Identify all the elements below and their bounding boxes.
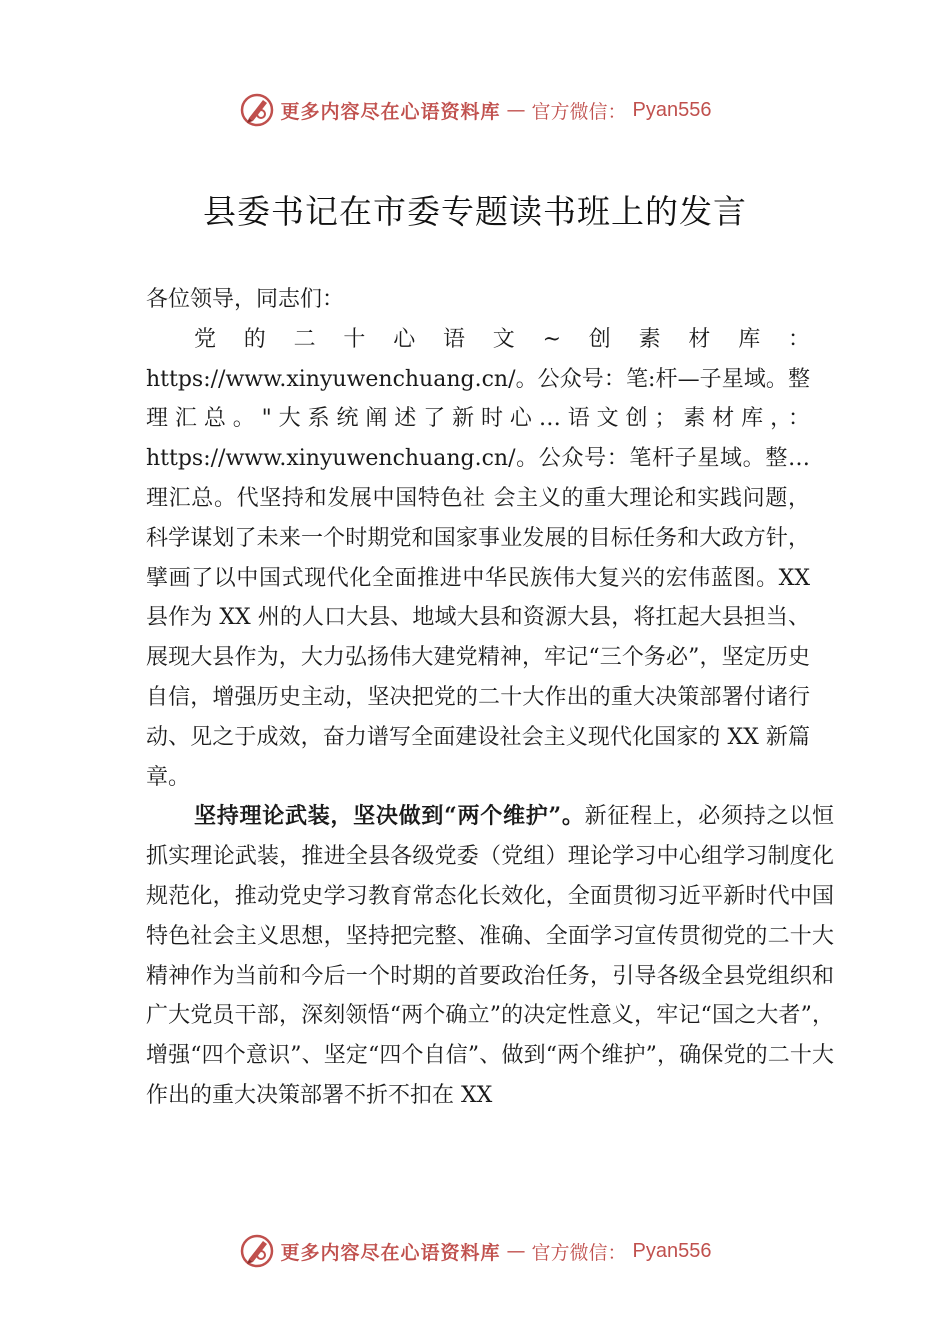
- paragraph-2: [146, 797, 834, 1115]
- greeting: 各位领导，同志们：: [146, 287, 345, 312]
- paragraph-2-heading: 坚持理论武装，坚决做到“两个维护”。: [194, 803, 585, 830]
- banner-text: 更多内容尽在心语资料库: [280, 1241, 501, 1264]
- paragraph-1: 党的二十心语文~创素材库：https://www.xinyuwenchuang.cn/。公众号：笔:杆—子星域。整理汇总。"大系统阐述了新时心…语文创；素材库，：https://www.xinyuwenchuang.cn/。公众号：笔杆子星域。整…理汇总。代坚持和发展中国特色社 会主义的重大理论和实践问题，科学谋划了未来一个时期党和国家事业发展的目标任务和大政方针，擘画了以中国式现代化全面推进中华民族伟大复兴的宏伟蓝图。XX 县作为 XX 州的人口大县、地域大县和资源大县，将扛起大县担当、展现大县作为，大力弘扬伟大建党精神，牢记“三个务必”，坚定历史自信，增强历史主动，坚决把党的二十大作出的重大决策部署付诸行动、见之于成效，奋力谱写全面建设社会主义现代化国家的 XX 新篇章。: [146, 326, 810, 790]
- banner-text: 更多内容尽在心语资料库: [280, 100, 501, 123]
- banner-label: 官方微信：: [531, 100, 627, 123]
- footer-banner: [0, 1233, 950, 1269]
- paragraph-2-body: 新征程上，必须持之以恒抓实理论武装，推进全县各级党委（党组）理论学习中心组学习制度化规范化，推动党史学习教育常态化长效化，全面贯彻习近平新时代中国特色社会主义思想，坚持把完整、准确、全面学习宣传贯彻党的二十大精神作为当前和今后一个时期的首要政治任务，引导各级全县党组织和广大党员干部，深刻领悟“两个确立”的决定性意义，牢记“国之大者”，增强“四个意识”、坚定“四个自信”、做到“两个维护”，确保党的二十大作出的重大决策部署不折不扣在 XX: [146, 804, 834, 1108]
- banner-separator: —: [506, 1240, 526, 1262]
- header-banner: [0, 92, 950, 128]
- banner-separator: —: [506, 99, 526, 121]
- pen-logo-icon: [239, 92, 275, 128]
- banner-label: 官方微信：: [531, 1241, 627, 1264]
- pen-logo-icon: [239, 1233, 275, 1269]
- document-title: 县委书记在市委专题读书班上的发言: [203, 192, 747, 231]
- banner-handle: Pyan556: [632, 98, 712, 121]
- document-body: [146, 280, 834, 1116]
- banner-handle: Pyan556: [632, 1239, 712, 1262]
